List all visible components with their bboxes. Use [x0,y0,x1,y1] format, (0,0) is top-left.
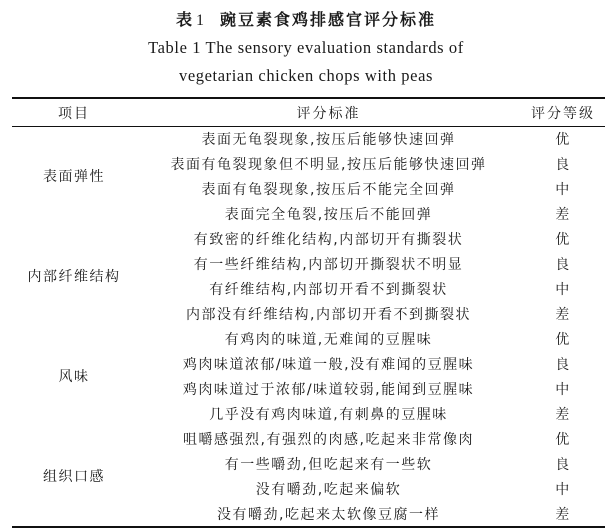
grade-cell: 良 [555,156,571,173]
grade-cell: 优 [555,331,571,348]
grade-cell: 良 [555,256,571,273]
grade-cell: 差 [555,506,571,523]
grade-cell: 良 [555,456,571,473]
standard-cell: 鸡肉味道过于浓郁/味道较弱,能闻到豆腥味 [182,381,475,398]
grade-cell: 中 [555,481,571,498]
table-row [12,426,605,451]
grade-cell: 差 [555,306,571,323]
standard-cell: 表面有龟裂现象,按压后不能完全回弹 [201,181,456,198]
grade-cell: 差 [555,406,571,423]
standard-cell: 鸡肉味道浓郁/味道一般,没有难闻的豆腥味 [182,356,475,373]
grade-cell: 差 [555,206,571,223]
standard-cell: 内部没有纤维结构,内部切开看不到撕裂状 [186,306,471,323]
sensory-evaluation-table [12,99,605,526]
header-row [12,99,605,126]
table-label: 表 [175,10,194,29]
item-cell: 组织口感 [43,469,105,485]
grade-cell: 优 [555,231,571,248]
table-row [12,126,605,151]
standard-cell: 没有嚼劲,吃起来太软像豆腐一样 [217,506,440,523]
standard-cell: 有致密的纤维化结构,内部切开有撕裂状 [193,231,464,248]
standard-cell: 有纤维结构,内部切开看不到撕裂状 [209,281,448,298]
standard-cell: 有鸡肉的味道,无难闻的豆腥味 [224,331,433,348]
standard-cell: 表面有龟裂现象但不明显,按压后能够快速回弹 [170,156,487,173]
item-cell: 风味 [58,369,90,385]
header-standard: 评分标准 [296,105,361,122]
table-header [12,99,605,126]
grade-cell: 优 [555,431,571,448]
table-title-text: 豌豆素食鸡排感官评分标准 [220,10,437,29]
table-title-english-line-1: Table 1 The sensory evaluation standards of [148,38,464,57]
item-cell: 表面弹性 [43,169,105,185]
standard-cell: 咀嚼感强烈,有强烈的肉感,吃起来非常像肉 [183,431,474,448]
standard-cell: 表面完全龟裂,按压后不能回弹 [224,206,433,223]
table-title-chinese [0,10,612,31]
standard-cell: 没有嚼劲,吃起来偏软 [255,481,402,498]
table-row [12,326,605,351]
bottom-rule [12,526,605,528]
table-title-english-line-2: vegetarian chicken chops with peas [178,66,434,85]
grade-cell: 良 [555,356,571,373]
grade-cell: 中 [555,281,571,298]
standard-cell: 表面无龟裂现象,按压后能够快速回弹 [201,131,456,148]
table-row [12,226,605,251]
grade-cell: 优 [555,131,571,148]
table-number: 1 [196,12,206,29]
standard-cell: 有一些嚼劲,但吃起来有一些软 [224,456,433,473]
grade-cell: 中 [555,181,571,198]
item-cell: 内部纤维结构 [27,269,121,285]
header-item: 项目 [58,105,90,122]
standard-cell: 几乎没有鸡肉味道,有刺鼻的豆腥味 [209,406,448,423]
grade-cell: 中 [555,381,571,398]
header-grade: 评分等级 [531,105,595,122]
table-body [12,126,605,526]
standard-cell: 有一些纤维结构,内部切开撕裂状不明显 [193,256,464,273]
